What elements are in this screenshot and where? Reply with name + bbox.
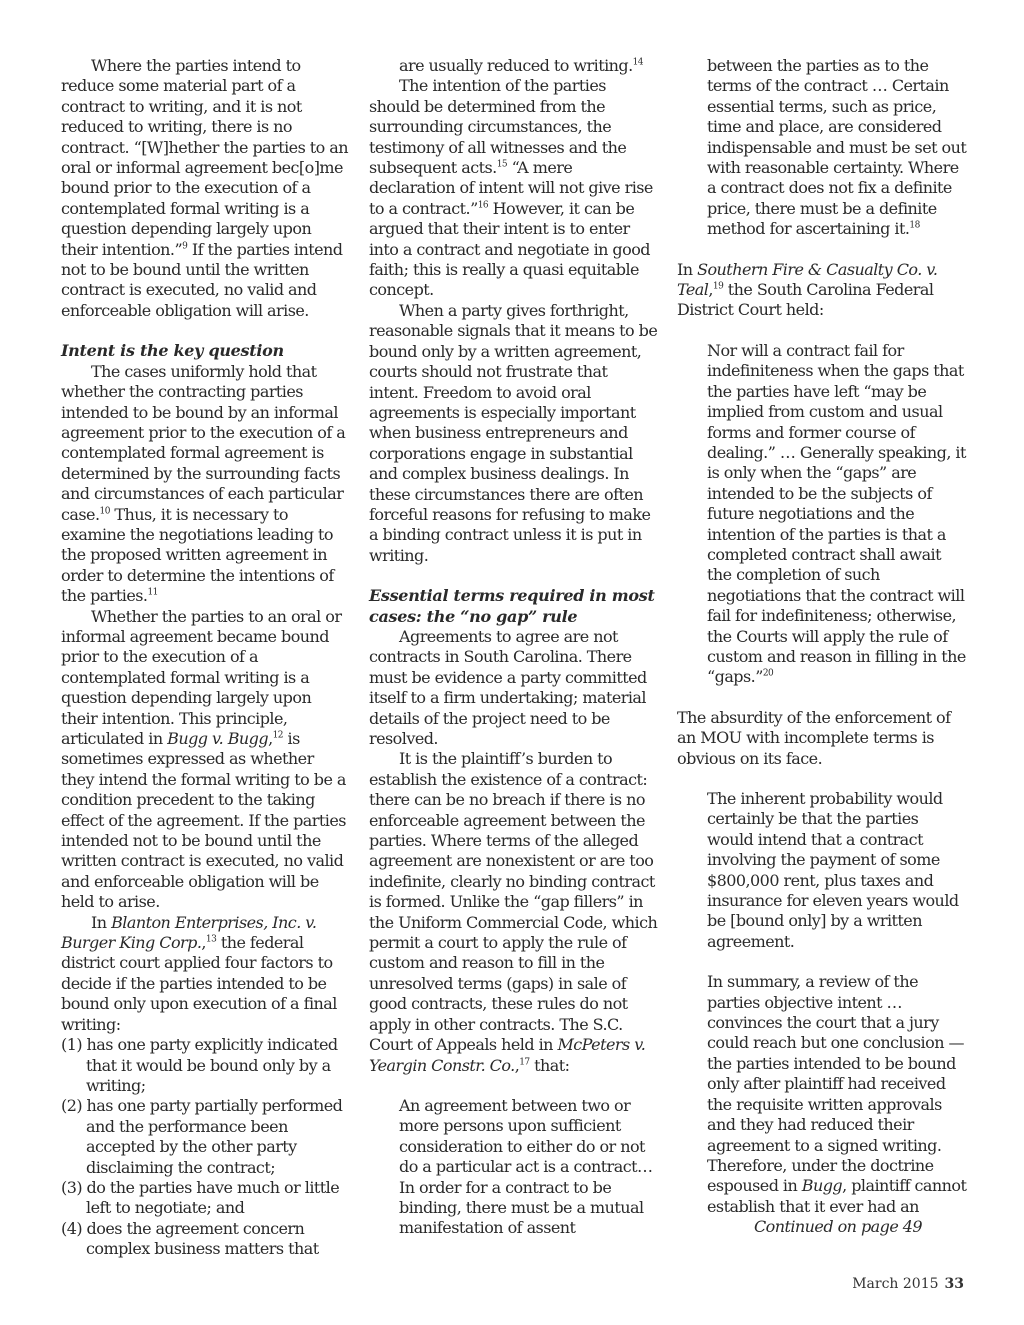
- list-item: (3) do the parties have much or little left to negotiate; and: [61, 1177, 340, 1218]
- footnote-ref: 10: [99, 506, 110, 517]
- footnote-ref: 19: [712, 281, 724, 292]
- paragraph: The intention of the parties should be determined from the surrounding circumstances, the testimony of all witnesses and the subsequent acts.$^{15}$ “A mere declaration of intent will not give rise to a contract.”$^{16}$ However, it can be argued that their intent is to enter into a contract and negotiate in good faith; this is really a quasi equitable concept.: [369, 76, 653, 300]
- list-item: (2) has one party partially performed and the performance been accepted by the other party disclaiming the contract;: [61, 1096, 343, 1177]
- column-2: [369, 56, 659, 1239]
- factors-list: [61, 1035, 351, 1259]
- column-1: [61, 56, 351, 1260]
- paragraph: The cases uniformly hold that whether the contracting parties intended to be bound by an informal agreement prior to the execution of a contemplated formal agreement is determined by the surrounding facts and circumstances of each particular case.$^{10}$ Thus, it is necessary to examine the negotiations leading to the proposed written agreement in order to determine the intentions of the parties.$^{11}$: [61, 361, 346, 606]
- paragraph: are usually reduced to writing.$^{14}$: [399, 56, 643, 75]
- case-name: Bugg: [801, 1176, 843, 1196]
- footnote-ref: 12: [272, 730, 283, 741]
- case-name: Blanton Enterprises, Inc. v. Burger King Corp.: [61, 912, 317, 953]
- paragraph: Whether the parties to an oral or informal agreement became bound prior to the execution of a contemplated formal writing is a question depending largely upon their intention. This principle, articulated in Bugg v. Bugg,$^{12}$ is sometimes expressed as whether they intend the formal writing to be a condition precedent to the taking effect of the agreement. If the parties intended not to be bound until the written contract is executed, no valid and enforceable obligation will be held to arise.: [61, 606, 346, 912]
- page-footer: [852, 1276, 964, 1292]
- paragraph: Agreements to agree are not contracts in South Carolina. There must be evidence a party committed itself to a firm undertaking; material details of the project need to be resolved.: [369, 626, 647, 748]
- case-name: Southern Fire & Casualty Co. v. Teal: [677, 259, 938, 300]
- paragraph: It is the plaintiff’s burden to establish the existence of a contract: there can be no breach if there is no enforceable agreement between the parties. Where terms of the alleged agreement are nonexistent or are too indefinite, clearly no binding contract is formed. Unlike the “gap fillers” in the Uniform Commercial Code, which permit a court to apply the rule of custom and reason to fill in the unresolved terms (gaps) in sale of good contracts, these rules do not apply in other contracts. The S.C. Court of Appeals held in McPeters v. Yeargin Constr. Co.,$^{17}$ that:: [369, 749, 658, 1075]
- paragraph: In Blanton Enterprises, Inc. v. Burger King Corp.,$^{13}$ the federal district court applied four factors to decide if the parties intended to be bound only upon execution of a final writing:: [61, 912, 337, 1034]
- page-number: 33: [944, 1276, 964, 1292]
- continued-note: Continued on page 49: [753, 1217, 923, 1237]
- footnote-ref: 11: [147, 587, 158, 598]
- block-quote: Nor will a contract fail for indefiniteness when the gaps that the parties have left “may be implied from custom and usual forms and former course of dealing.” … Generally speaking, it is only when the “gaps” are intended to be the subjects of future negotiations and the intention of the parties is that a completed contract shall await the completion of such negotiations that the contract will fail for indefiniteness; otherwise, the Courts will apply the rule of custom and reason in filling in the “gaps.”$^{20}$: [707, 340, 966, 687]
- column-3: [677, 56, 969, 1238]
- footnote-ref: 14: [632, 57, 643, 68]
- block-quote: In summary, a review of the parties objective intent … convinces the court that a jury could reach but one conclusion — the parties intended to be bound only after plaintiff had received the requisite written approvals and they had reduced their agreement to a signed writing. Therefore, under the doctrine espoused in Bugg, plaintiff cannot establish that it ever had an: [707, 972, 967, 1216]
- paragraph: In Southern Fire & Casualty Co. v. Teal,$^{19}$ the South Carolina Federal District Court held:: [677, 259, 938, 320]
- footnote-ref: 18: [909, 220, 920, 231]
- case-name: Bugg v. Bugg: [167, 729, 269, 748]
- footnote-ref: 13: [205, 934, 217, 945]
- paragraph: The absurdity of the enforcement of an MOU with incomplete terms is obvious on its face.: [677, 707, 951, 768]
- list-item: (1) has one party explicitly indicated that it would be bound only by a writing;: [61, 1035, 338, 1095]
- footnote-ref: 16: [477, 200, 489, 211]
- paragraph: Where the parties intend to reduce some material part of a contract to writing, and it is not reduced to writing, there is no contract. “[W]hether the parties to an oral or informal agreement bec[o]me bound prior to the execution of a contemplated formal writing is a question depending largely upon their intention.”$^9$ If the parties intend not to be bound until the written contract is executed, no valid and enforceable obligation will arise.: [61, 56, 349, 320]
- case-name: McPeters v. Yeargin Constr. Co.: [369, 1035, 646, 1075]
- issue-date: March 2015: [852, 1276, 939, 1292]
- footnote-ref: 20: [762, 669, 774, 680]
- block-quote: An agreement between two or more persons upon sufficient consideration to either do or not do a particular act is a contract… In order for a contract to be binding, there must be a mutual manifestation of assent: [399, 1095, 653, 1238]
- list-item: (4) does the agreement concern complex business matters that: [61, 1218, 319, 1259]
- paragraph: When a party gives forthright, reasonable signals that it means to be bound only by a written agreement, courts should not frustrate that intent. Freedom to avoid oral agreements is especially important when business entrepreneurs and corporations engage in substantial and complex business dealings. In these circumstances there are often forceful reasons for refusing to make a binding contract unless it is put in writing.: [369, 300, 658, 565]
- footnote-ref: 17: [519, 1057, 530, 1068]
- section-heading: Essential terms required in most cases: the “no gap” rule: [369, 586, 655, 626]
- footnote-ref: 15: [496, 159, 508, 170]
- section-heading: Intent is the key question: [61, 341, 284, 361]
- block-quote: between the parties as to the terms of the contract … Certain essential terms, such as price, time and place, are considered indispensable and must be set out with reasonable certainty. Where a contract does not fix a definite price, there must be a definite method for ascertaining it.$^{18}$: [707, 56, 967, 239]
- footnote-ref: 9: [182, 241, 188, 252]
- block-quote: The inherent probability would certainly be that the parties would intend that a contract involving the payment of some $800,000 rent, plus taxes and insurance for eleven years would be [bound only] by a written agreement.: [707, 789, 959, 951]
